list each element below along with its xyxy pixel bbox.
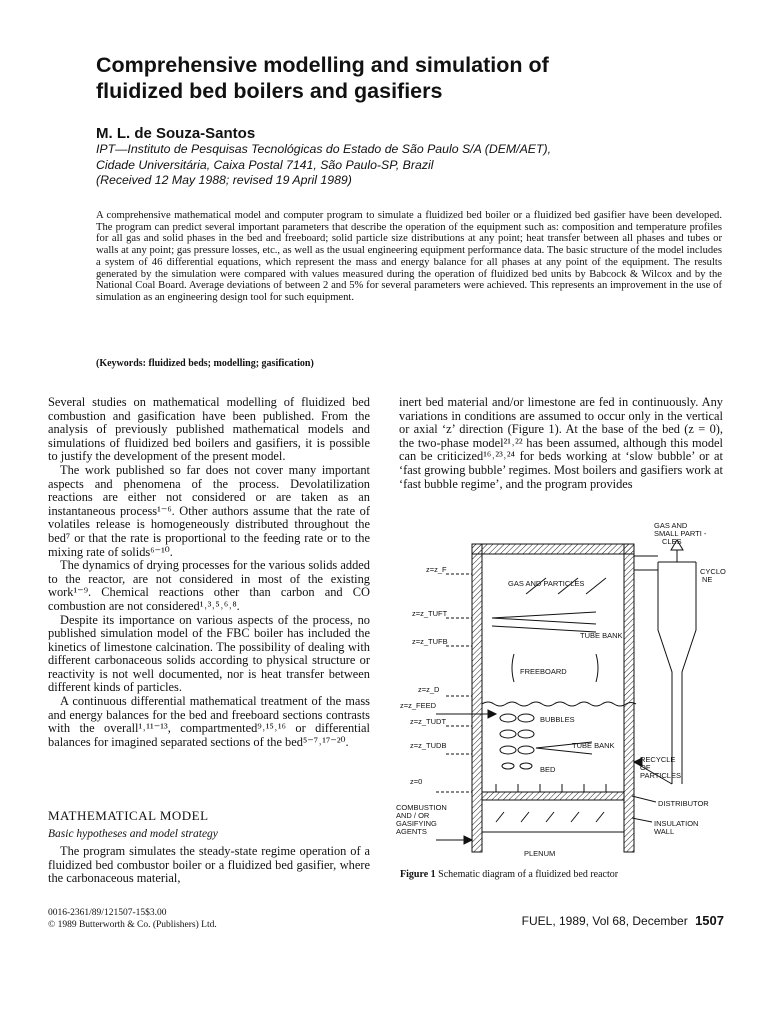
label-combustion-agents: COMBUSTION — [396, 803, 447, 812]
label-gas-and-particles: GAS AND PARTICLES — [508, 579, 585, 588]
title-line-2: fluidized bed boilers and gasifiers — [96, 79, 443, 103]
label-z-d: z=z_D — [418, 685, 440, 694]
body-paragraph: Despite its importance on various aspects of the process, no published simulation model of the FBC boiler has included the kinetics of limestone calcination. The possibility of dealing with different carbonaceous solids according to physical structure or reactivity is not well documented, nor is heat transfer between different kinds of particles. — [48, 612, 370, 695]
copyright: © 1989 Butterworth & Co. (Publishers) Ltd. — [48, 919, 217, 930]
left-insulation-wall — [472, 544, 482, 852]
body-paragraph: inert bed material and/or limestone are fed in continuously. Any variations in conditions are assumed to occur only in the vertical or axial ‘z’ direction (Figure 1). At the base of the bed (z = 0), the two-phase model²¹˒²² has been assumed, although this model can be criticized¹⁶˒²³˒²⁴ for beds working at ‘slow bubble’ or at ‘fast growing bubble’ regimes. Most boilers and gasifiers work at ‘fast bubble regime’, and the program provides — [399, 395, 723, 491]
label-distributor: DISTRIBUTOR — [658, 799, 709, 808]
body-paragraph: Several studies on mathematical modelling of fluidized bed combustion and gasification have been published. From the analysis of previously published mathematical models and simulations of fluidized bed boilers and gasifiers, it is possible to justify the development of the present model. — [48, 395, 370, 464]
label-tube-bank-lower: TUBE BANK — [572, 741, 615, 750]
label-cyclone: NE — [702, 575, 713, 584]
right-insulation-wall — [624, 544, 634, 852]
bubbles — [500, 714, 534, 769]
label-combustion-agents: GASIFYING — [396, 819, 437, 828]
author-name: M. L. de Souza-Santos — [96, 125, 256, 142]
article-title — [96, 52, 696, 104]
bed-surface — [482, 702, 636, 706]
reactor-top-wall — [472, 544, 634, 554]
label-gas-small-particles: SMALL PARTI - — [654, 529, 707, 538]
label-z-f: z=z_F — [426, 565, 447, 574]
label-combustion-agents: AGENTS — [396, 827, 427, 836]
received-dates: (Received 12 May 1988; revised 19 April 1989) — [96, 173, 352, 187]
footer-right — [522, 913, 724, 928]
body-paragraph: The work published so far does not cover many important aspects and phenomena of the process. Devolatilization reactions are either not considered or are taken as an instantaneous process¹⁻⁶. Other authors assume that the rate of volatiles release is homogeneously distributed throughout the bed⁷ or that the rate is proportional to the feeding rate or to the mixing rate of solids⁶⁻¹⁰. — [48, 462, 370, 559]
label-gas-small-particles: GAS AND — [654, 522, 688, 530]
label-recycle: RECYCLE — [640, 755, 676, 764]
label-gas-small-particles: CLES — [662, 537, 682, 546]
title-line-1: Comprehensive modelling and simulation of — [96, 53, 549, 77]
distributor-plate — [482, 792, 624, 800]
label-freeboard: FREEBOARD — [520, 667, 567, 676]
caption-label: Figure 1 — [400, 869, 436, 880]
figure-caption — [400, 869, 618, 880]
left-column — [48, 396, 370, 749]
label-plenum: PLENUM — [524, 849, 556, 858]
upper-tube-bank — [492, 612, 596, 632]
label-z-0: z=0 — [410, 777, 423, 786]
keywords: (Keywords: fluidized beds; modelling; gasification) — [96, 358, 314, 369]
label-tube-bank-upper: TUBE BANK — [580, 631, 623, 640]
abstract: A comprehensive mathematical model and computer program to simulate a fluidized bed boiler or a fluidized bed gasifier have been developed. The program can predict several important parameters that describe the operation of the equipment such as: composition and temperature profiles for all gas and solid phases in the bed and freeboard; solid particle size distributions at any point; heat transfer between all phases and tubes or walls at any point; gas pressure losses, etc., as well as the usual engineering equipment performance data. The basic structure of the model includes a system of 46 differential equations, which represent the mass and energy balance for all phases at any point of the equipment. The results generated by the simulation were compared with values measured during the operation of fluidized bed units by Babcock & Wilcox and by the National Coal Board. Average deviations of between 2 and 5% for several parameters were achieved. This represents an improvement in the use of simulation as an engineering design tool for such equipment. — [96, 210, 722, 303]
body-paragraph: The dynamics of drying processes for the various solids added to the reactor, are not considered in most of the existing work¹⁻⁹. Chemical reactions other than carbon and CO combustion are not considered¹˒³˒⁵˒⁶˒⁸. — [48, 558, 370, 613]
body-paragraph: A continuous differential mathematical treatment of the mass and energy balances for the bed and freeboard sections contrasts with the overall¹˒¹¹⁻¹³, compartmented⁹˒¹⁵˒¹⁶ or differential balances for imagined separated sections of the bed⁵⁻⁷˒¹⁷⁻²⁰. — [48, 694, 370, 749]
label-bubbles: BUBBLES — [540, 715, 575, 724]
affiliation-line: IPT—Instituto de Pesquisas Tecnológicas do Estado de São Paulo S/A (DEM/AET), — [96, 142, 551, 156]
distributor-nozzles — [496, 784, 606, 792]
issn-code: 0016-2361/89/121507-15$3.00 — [48, 908, 167, 918]
figure-1-reactor-diagram — [396, 522, 726, 864]
left-column-continued — [48, 845, 370, 886]
right-column — [399, 396, 723, 491]
journal-citation: FUEL, 1989, Vol 68, December — [521, 914, 688, 928]
label-z-tudb: z=z_TUDB — [410, 741, 447, 750]
affiliation-line: Cidade Universitária, Caixa Postal 7141, São Paulo-SP, Brazil — [96, 157, 434, 172]
label-recycle: OF — [640, 763, 651, 772]
affiliation — [96, 142, 696, 189]
page-number: 1507 — [695, 913, 724, 928]
label-z-tuft: z=z_TUFT — [412, 609, 448, 618]
footer-left — [48, 908, 217, 931]
cyclone — [658, 562, 696, 784]
label-bed: BED — [540, 765, 556, 774]
label-insulation: WALL — [654, 827, 675, 836]
label-insulation: INSULATION — [654, 819, 699, 828]
body-paragraph: The program simulates the steady-state regime operation of a fluidized bed combustor boiler or a fluidized bed gasifier, where the carbonaceous material, — [48, 844, 370, 886]
label-z-tudt: z=z_TUDT — [410, 717, 447, 726]
section-heading: MATHEMATICAL MODEL — [48, 808, 209, 823]
label-z-feed: z=z_FEED — [400, 701, 437, 710]
label-combustion-agents: AND / OR — [396, 811, 430, 820]
caption-text: Schematic diagram of a fluidized bed reactor — [438, 869, 619, 880]
label-cyclone: CYCLO- — [700, 567, 726, 576]
label-recycle: PARTICLES — [640, 771, 681, 780]
subsection-heading: Basic hypotheses and model strategy — [48, 828, 218, 840]
label-z-tufb: z=z_TUFB — [412, 637, 448, 646]
